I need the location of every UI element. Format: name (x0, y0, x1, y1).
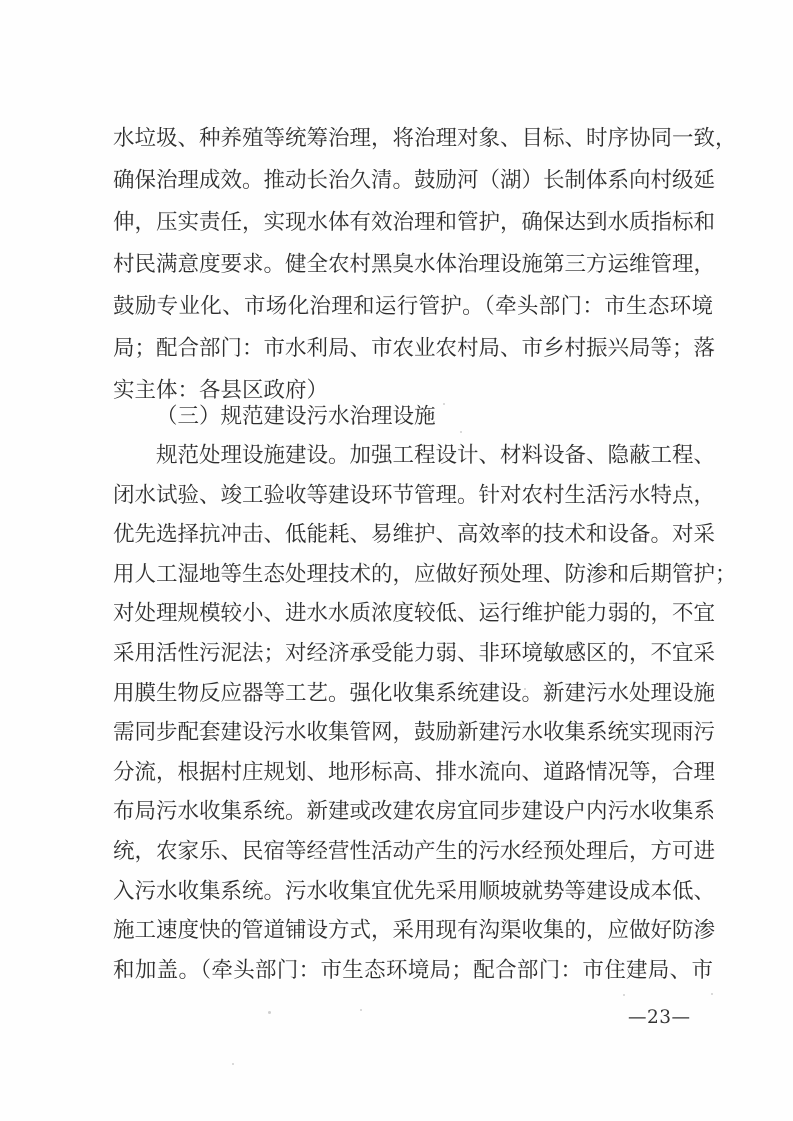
body-text-line: 优先选择抗冲击、低能耗、易维护、高效率的技术和设备。对采 (113, 522, 716, 548)
paragraph-body (113, 436, 737, 990)
body-text-line: 鼓励专业化、市场化治理和运行管护。（牵头部门：市生态环境 (113, 294, 713, 319)
body-text-line: 闭水试验、竣工验收等建设环节管理。针对农村生活污水特点， (113, 482, 716, 508)
body-text-line: 水垃圾、种养殖等统筹治理，将治理对象、目标、时序协同一致， (113, 126, 737, 151)
body-text-line: 采用活性污泥法；对经济承受能力弱、非环境敏感区的，不宜采 (113, 640, 716, 666)
scan-speck (443, 403, 445, 405)
scan-speck (232, 1063, 234, 1065)
scan-speck (524, 688, 526, 690)
scan-speck (268, 1011, 271, 1014)
body-text-line: 用膜生物反应器等工艺。强化收集系统建设。新建污水处理设施 (113, 680, 716, 706)
body-text-line: 入污水收集系统。污水收集宜优先采用顺坡就势等建设成本低、 (113, 878, 716, 904)
body-text-line: 布局污水收集系统。新建或改建农房宜同步建设户内污水收集系 (113, 799, 716, 825)
scan-speck (460, 431, 462, 433)
scan-speck (711, 993, 713, 995)
body-text-line: 需同步配套建设污水收集管网，鼓励新建污水收集系统实现雨污 (113, 720, 716, 746)
body-text-line: 实主体：各县区政府） (113, 378, 329, 403)
body-text-line: 和加盖。（牵头部门：市生态环境局；配合部门：市住建局、市 (113, 957, 713, 983)
scan-speck (360, 1009, 362, 1011)
body-text-line: 局；配合部门：市水利局、市农业农村局、市乡村振兴局等；落 (113, 336, 716, 361)
body-text-line: 对处理规模较小、进水水质浓度较低、运行维护能力弱的，不宜 (113, 601, 716, 627)
section-heading: （三）规范建设污水治理设施 (156, 404, 436, 429)
section-heading-block (113, 396, 713, 438)
page-number: —23— (628, 1007, 691, 1028)
body-text-line: 规范处理设施建设。加强工程设计、材料设备、隐蔽工程、 (156, 443, 716, 468)
body-text-line: 伸，压实责任，实现水体有效治理和管护，确保达到水质指标和 (113, 210, 716, 235)
body-text-line: 村民满意度要求。健全农村黑臭水体治理设施第三方运维管理， (113, 252, 716, 277)
body-text-line: 用人工湿地等生态处理技术的，应做好预处理、防渗和后期管护； (113, 561, 737, 587)
paragraph-continued (113, 118, 737, 412)
body-text-line: 分流，根据村庄规划、地形标高、排水流向、道路情况等，合理 (113, 759, 716, 785)
body-text-line: 施工速度快的管道铺设方式，采用现有沟渠收集的，应做好防渗 (113, 918, 716, 944)
scan-speck (623, 994, 625, 996)
body-text-line: 统，农家乐、民宿等经营性活动产生的污水经预处理后，方可进 (113, 838, 716, 864)
body-text-line: 确保治理成效。推动长治久清。鼓励河（湖）长制体系向村级延 (113, 168, 716, 193)
